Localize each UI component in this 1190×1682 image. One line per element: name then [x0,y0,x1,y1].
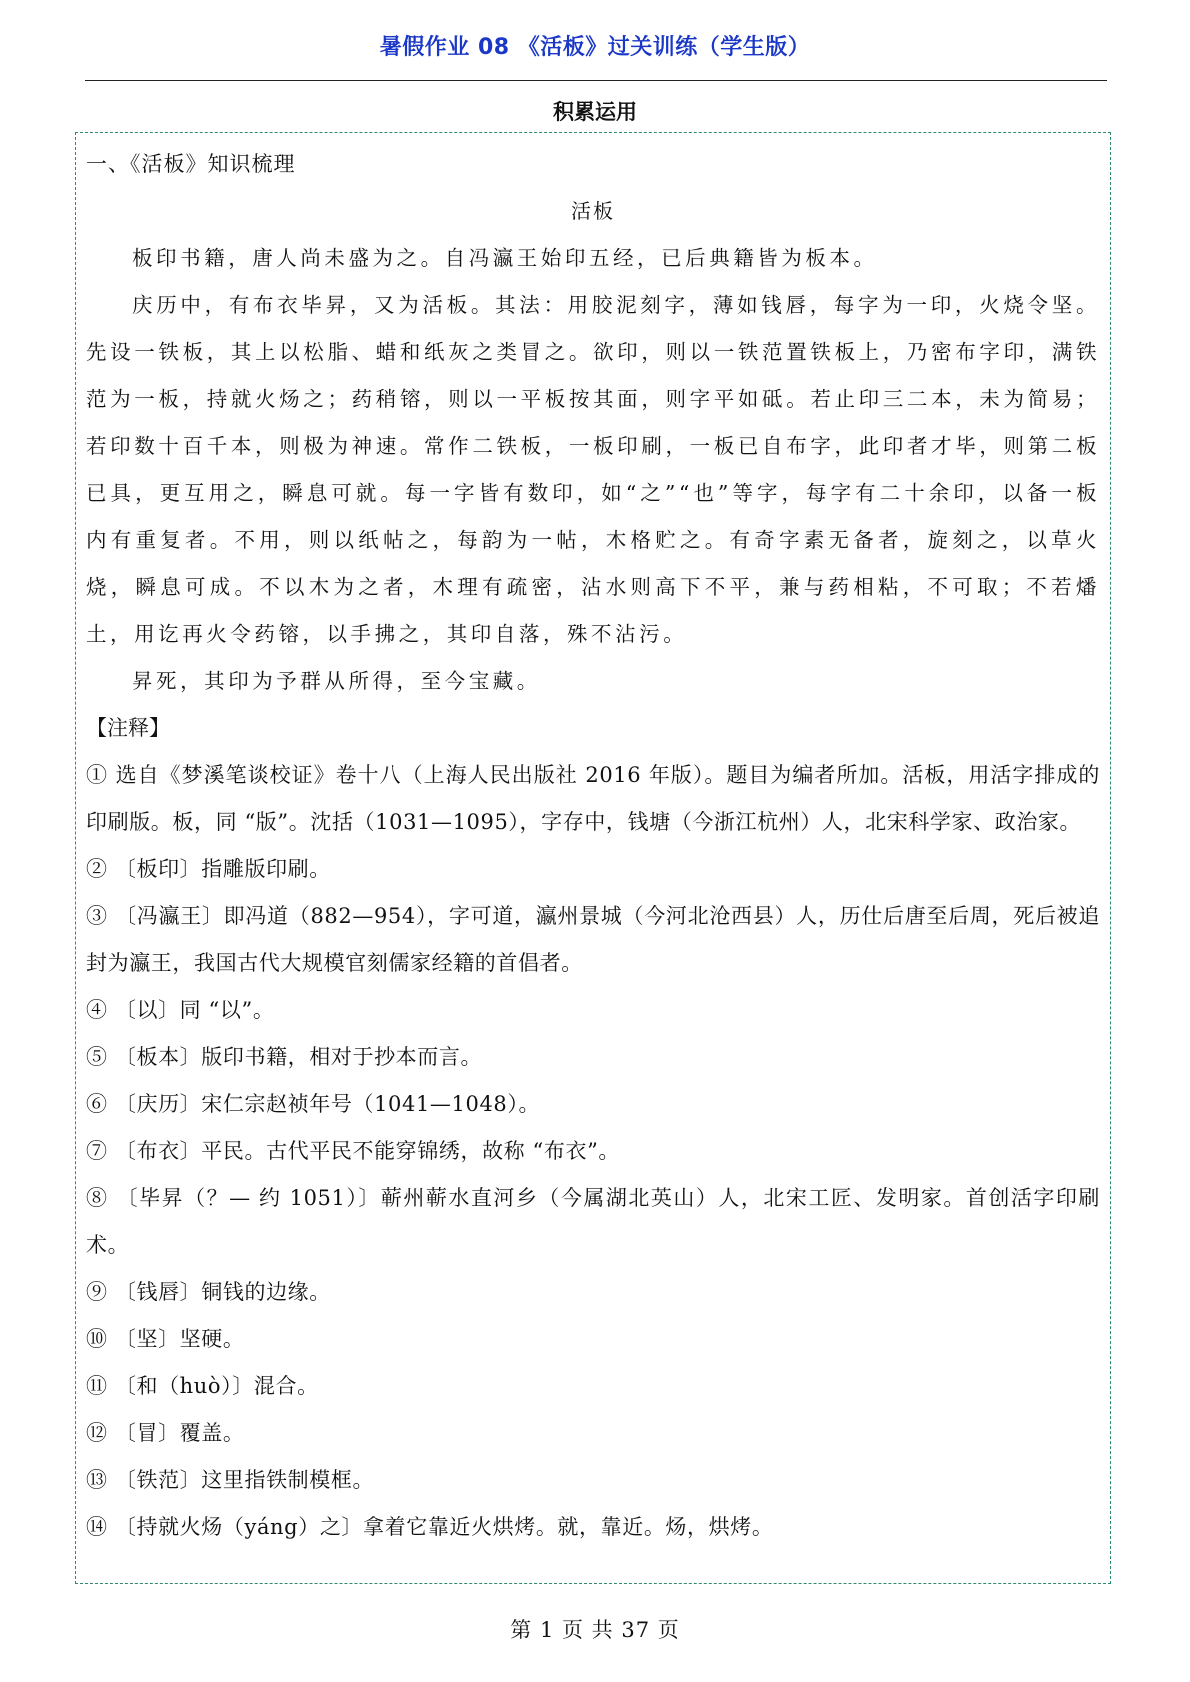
note-item: ⑪ 〔和（huò）〕混合。 [86,1374,319,1398]
passage-paragraph: 板印书籍，唐人尚未盛为之。自冯瀛王始印五经，已后典籍皆为板本。 [132,246,878,270]
note-item: ③ 〔冯瀛王〕即冯道（882—954），字可道，瀛州景城（今河北沧西县）人，历仕后唐至后周，死后被追封为瀛王，我国古代大规模官刻儒家经籍的首倡者。 [86,904,1100,975]
note-item: ⑩ 〔坚〕坚硬。 [86,1327,245,1351]
notes-heading: 【注释】 [86,716,170,740]
note-item: ② 〔板印〕指雕版印刷。 [86,857,331,881]
note-item: ① 选自《梦溪笔谈校证》卷十八（上海人民出版社 2016 年版）。题目为编者所加。活板，用活字排成的印刷版。板，同 “版”。沈括（1031—1095），字存中，钱塘（今浙江杭州）人，北宋科学家、政治家。 [86,763,1100,834]
note-item: ⑬ 〔铁范〕这里指铁制模框。 [86,1468,375,1492]
note-item: ⑫ 〔冒〕覆盖。 [86,1421,245,1445]
note-item: ⑦ 〔布衣〕平民。古代平民不能穿锦绣，故称 “布衣”。 [86,1139,621,1163]
document-header-title: 暑假作业 08 《活板》过关训练（学生版） [379,35,811,60]
passage-paragraph: 昇死，其印为予群从所得，至今宝藏。 [132,669,541,693]
note-item: ⑤ 〔板本〕版印书籍，相对于抄本而言。 [86,1045,483,1069]
section-title: 积累运用 [553,100,637,124]
knowledge-heading: 一、《活板》知识梳理 [86,152,296,176]
content-frame [75,132,1111,1584]
page-number: 第 1 页 共 37 页 [510,1618,680,1642]
passage-title: 活板 [571,199,615,223]
note-item: ⑭ 〔持就火炀（yáng）之〕拿着它靠近火烘烤。就，靠近。炀，烘烤。 [86,1515,774,1539]
header-divider [85,80,1107,81]
passage-paragraph: 庆历中，有布衣毕昇，又为活板。其法：用胶泥刻字，薄如钱唇，每字为一印，火烧令坚。先设一铁板，其上以松脂、蜡和纸灰之类冒之。欲印，则以一铁范置铁板上，乃密布字印，满铁范为一板，持就火炀之；药稍镕，则以一平板按其面，则字平如砥。若止印三二本，未为简易；若印数十百千本，则极为神速。常作二铁板，一板印刷，一板已自布字，此印者才毕，则第二板已具，更互用之，瞬息可就。每一字皆有数印，如“之”“也”等字，每字有二十余印，以备一板内有重复者。不用，则以纸帖之，每韵为一帖，木格贮之。有奇字素无备者，旋刻之，以草火烧，瞬息可成。不以木为之者，木理有疏密，沾水则高下不平，兼与药相粘，不可取；不若燔土，用讫再火令药镕，以手拂之，其印自落，殊不沾污。 [86,293,1100,646]
note-item: ⑧ 〔毕昇（？— 约 1051）〕蕲州蕲水直河乡（今属湖北英山）人，北宋工匠、发明家。首创活字印刷术。 [86,1186,1100,1257]
note-item: ⑥ 〔庆历〕宋仁宗赵祯年号（1041—1048）。 [86,1092,541,1116]
note-item: ⑨ 〔钱唇〕铜钱的边缘。 [86,1280,331,1304]
note-item: ④ 〔以〕同 “以”。 [86,998,275,1022]
